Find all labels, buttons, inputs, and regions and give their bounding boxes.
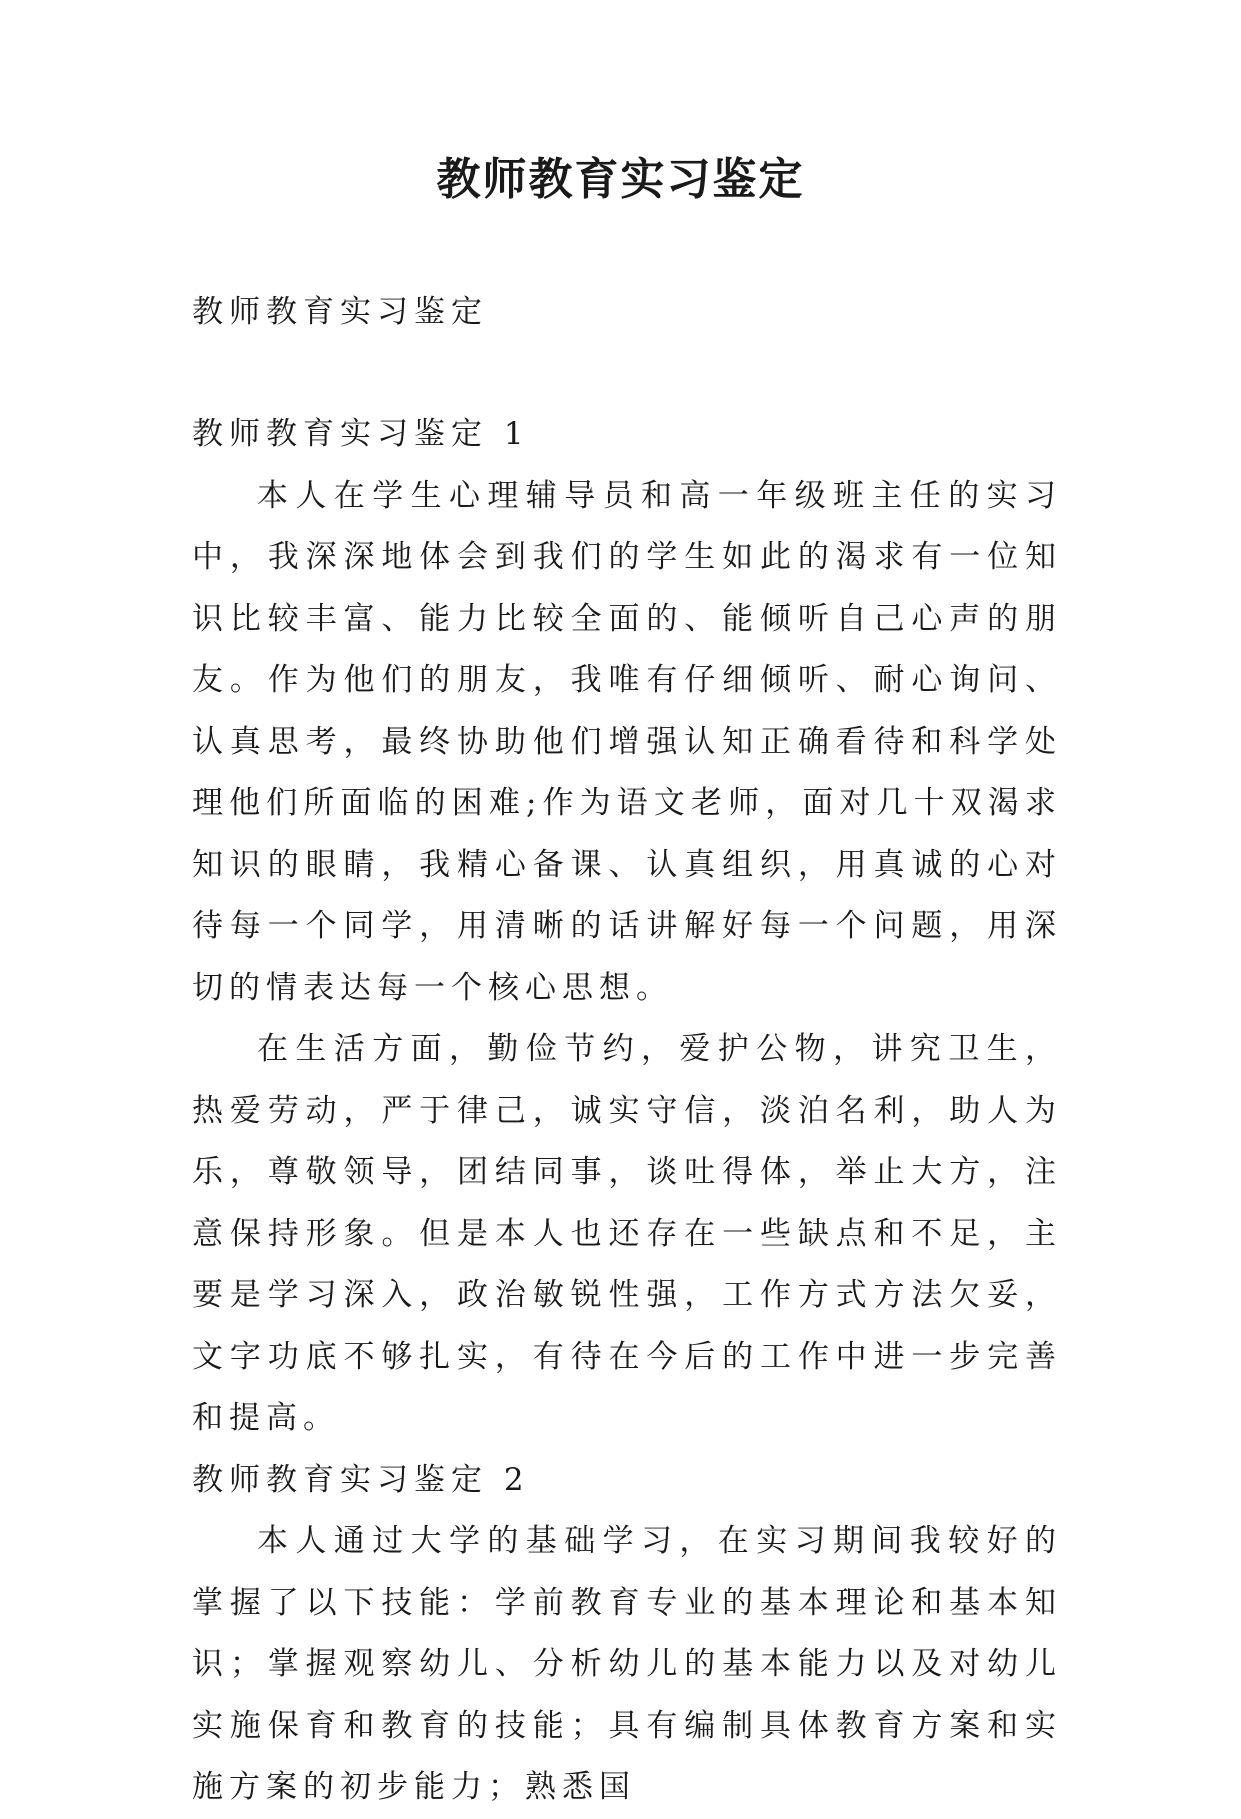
section-heading-1: 教师教育实习鉴定 1 <box>192 416 530 452</box>
section-2-paragraph-1: 本人通过大学的基础学习，在实习期间我较好的掌握了以下技能：学前教育专业的基本理论和基本知识；掌握观察幼儿、分析幼儿的基本能力以及对幼儿实施保育和教育的技能；具有编制具体教育方案和实施方案的初步能力；熟悉国 <box>192 1523 1062 1805</box>
section-1-paragraph-2: 在生活方面，勤俭节约，爱护公物，讲究卫生，热爱劳动，严于律己，诚实守信，淡泊名利，助人为乐，尊敬领导，团结同事，谈吐得体，举止大方，注意保持形象。但是本人也还存在一些缺点和不足，主要是学习深入，政治敏锐性强，工作方式方法欠妥，文字功底不够扎实，有待在今后的工作中进一步完善和提高。 <box>192 1031 1062 1436</box>
section-1-paragraph-1: 本人在学生心理辅导员和高一年级班主任的实习中，我深深地体会到我们的学生如此的渴求有一位知识比较丰富、能力比较全面的、能倾听自己心声的朋友。作为他们的朋友，我唯有仔细倾听、耐心询问、认真思考，最终协助他们增强认知正确看待和科学处理他们所面临的困难;作为语文老师，面对几十双渴求知识的眼睛，我精心备课、认真组织，用真诚的心对待每一个同学，用清晰的话讲解好每一个问题，用深切的情表达每一个核心思想。 <box>192 477 1062 1006</box>
section-heading-2: 教师教育实习鉴定 2 <box>192 1461 530 1498</box>
document-title: 教师教育实习鉴定 <box>436 154 805 205</box>
document-subtitle: 教师教育实习鉴定 <box>192 294 488 330</box>
document-body <box>192 404 1062 1819</box>
